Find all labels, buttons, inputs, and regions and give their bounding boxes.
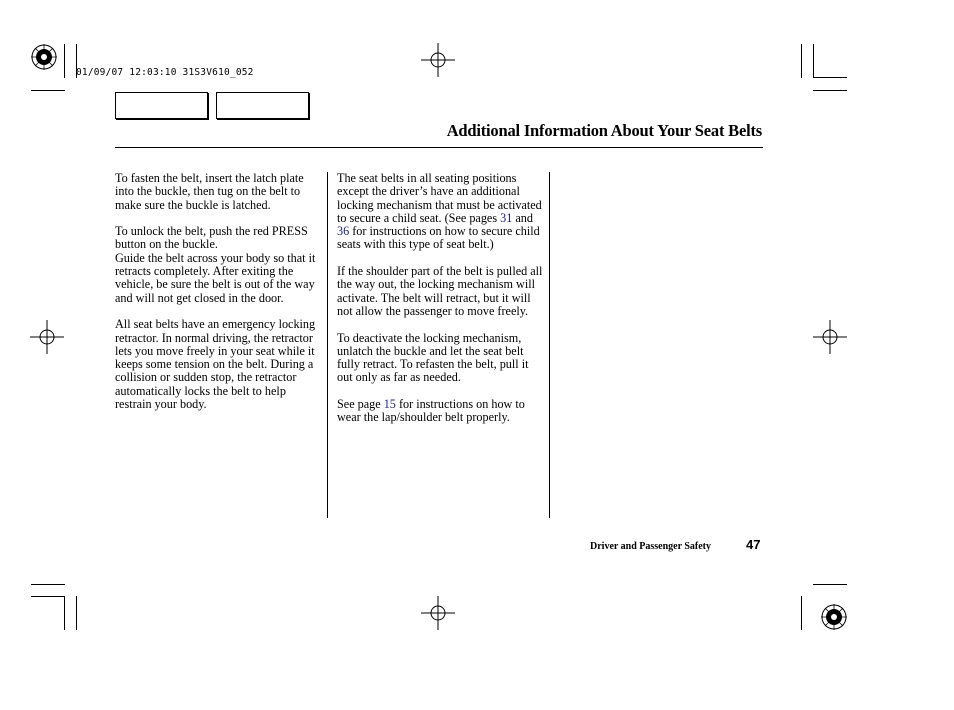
- crop-mark-icon: [31, 584, 65, 585]
- paragraph-deactivate-locking: To deactivate the locking mechanism, unlatch the buckle and let the seat belt fully retract. To refasten the belt, pull it out only as far as needed.: [337, 330, 529, 385]
- column-1: [115, 172, 322, 425]
- registration-mark-icon: [821, 604, 847, 630]
- page-number: 47: [746, 537, 761, 552]
- paragraph-guide-belt: Guide the belt across your body so that it retracts completely. After exiting the vehicle, be sure the belt is out of the way and will not get closed in the door.: [115, 250, 316, 305]
- crop-mark-icon: [31, 90, 65, 91]
- header-tab-box: [115, 92, 208, 119]
- crosshair-mark-icon: [421, 596, 455, 630]
- paragraph-unlock-belt: To unlock the belt, push the red PRESS button on the buckle.: [115, 224, 308, 252]
- crosshair-mark-icon: [421, 43, 455, 77]
- crop-mark-icon: [64, 44, 65, 78]
- crop-mark-icon: [813, 90, 847, 91]
- page-title: Additional Information About Your Seat Belts: [446, 121, 762, 140]
- column-divider: [327, 172, 328, 518]
- crosshair-mark-icon: [30, 320, 64, 354]
- crop-mark-icon: [64, 596, 65, 630]
- page-link-15[interactable]: 15: [383, 397, 396, 412]
- page-link-31[interactable]: 31: [500, 210, 513, 225]
- paragraph-emergency-retractor: All seat belts have an emergency locking retractor. In normal driving, the retractor lets you move freely in your seat while it keeps some tension on the belt. During a collision or sudden stop, the retractor automatically locks the belt to help restrain your body.: [115, 317, 316, 412]
- page-link-36[interactable]: 36: [337, 224, 350, 239]
- paragraph-see-page: See page 15 for instructions on how to wear the lap/shoulder belt properly.: [337, 397, 525, 425]
- print-stamp: 01/09/07 12:03:10 31S3V610_052: [76, 67, 254, 78]
- paragraph-child-seat-locking: The seat belts in all seating positions except the driver’s have an additional locking mechanism that must be activated to secure a child seat. (See pages 31 and 36 for instructions on how to secure child seats with this type of seat belt.): [337, 171, 542, 252]
- crop-mark-icon: [801, 44, 802, 78]
- registration-mark-icon: [31, 44, 57, 70]
- crop-mark-icon: [76, 596, 77, 630]
- crop-mark-icon: [813, 44, 814, 78]
- column-2: [337, 172, 544, 438]
- paragraph-shoulder-belt: If the shoulder part of the belt is pulled all the way out, the locking mechanism will activate. The belt will retract, but it will not allow the passenger to move freely.: [337, 264, 543, 318]
- column-divider: [549, 172, 550, 518]
- crop-mark-icon: [801, 596, 802, 630]
- crop-mark-icon: [31, 596, 65, 597]
- crop-mark-icon: [813, 77, 847, 78]
- header-tab-box: [216, 92, 309, 119]
- footer-section-label: Driver and Passenger Safety: [590, 541, 712, 552]
- crosshair-mark-icon: [813, 320, 847, 354]
- crop-mark-icon: [813, 584, 847, 585]
- title-rule: [115, 147, 763, 148]
- paragraph-fasten-belt: To fasten the belt, insert the latch plate into the buckle, then tug on the belt to make sure the buckle is latched.: [115, 171, 304, 212]
